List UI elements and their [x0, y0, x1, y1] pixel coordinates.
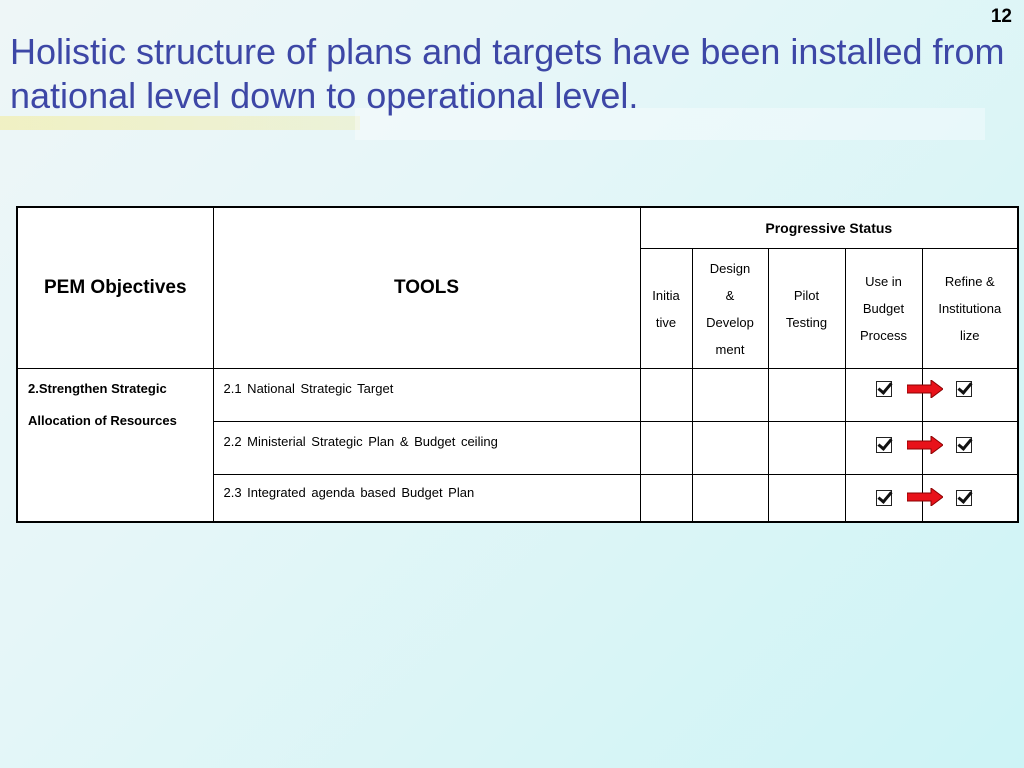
stage-line: tive: [655, 314, 677, 330]
tool-cell: 2.1 National Strategic Target: [213, 369, 640, 422]
objective-line: Allocation of Resources: [28, 413, 177, 428]
status-cell-design: [692, 422, 768, 475]
pem-objectives-header: PEM Objectives: [17, 207, 213, 369]
stage-use-in-budget: [845, 249, 922, 369]
checkbox-checked-icon: [956, 490, 972, 506]
checkbox-checked-icon: [876, 437, 892, 453]
stage-design-development: [692, 249, 768, 369]
stage-line: Institutiona: [938, 301, 1002, 316]
pem-status-table: [16, 206, 1019, 523]
stage-initiative: [640, 249, 692, 369]
stage-line: &: [725, 287, 735, 303]
status-cell-initiative: [640, 475, 692, 523]
page-number: 12: [990, 6, 1012, 27]
table-row: [17, 369, 1018, 422]
stage-line: Refine &: [944, 274, 995, 289]
progressive-status-header: Progressive Status: [640, 207, 1018, 249]
objective-line: 2.Strengthen Strategic: [28, 381, 167, 396]
stage-line: Budget: [862, 301, 905, 316]
tool-cell: 2.3 Integrated agenda based Budget Plan: [213, 475, 640, 523]
checkbox-checked-icon: [956, 437, 972, 453]
status-cell-use-in-budget: [845, 422, 922, 475]
status-cell-design: [692, 369, 768, 422]
stage-pilot-testing: [768, 249, 845, 369]
slide-title: Holistic structure of plans and targets have been installed from national level down to operational level.: [10, 31, 1005, 116]
status-cell-pilot: [768, 369, 845, 422]
stage-line: Design: [709, 260, 751, 276]
stage-line: Pilot: [793, 287, 820, 303]
stage-refine-institutionalize: [922, 249, 1018, 369]
status-cell-use-in-budget: [845, 369, 922, 422]
tool-cell: 2.2 Ministerial Strategic Plan & Budget ceiling: [213, 422, 640, 475]
stage-line: ment: [715, 341, 745, 357]
status-cell-refine: [922, 422, 1018, 475]
stage-line: lize: [960, 328, 980, 343]
status-cell-refine: [922, 369, 1018, 422]
status-cell-initiative: [640, 422, 692, 475]
stage-line: Develop: [706, 314, 754, 330]
status-cell-refine: [922, 475, 1018, 523]
checkbox-checked-icon: [876, 381, 892, 397]
status-cell-pilot: [768, 475, 845, 523]
status-cell-initiative: [640, 369, 692, 422]
checkbox-checked-icon: [876, 490, 892, 506]
checkbox-checked-icon: [956, 381, 972, 397]
tools-header: TOOLS: [213, 207, 640, 369]
stage-line: Process: [860, 328, 907, 343]
status-cell-pilot: [768, 422, 845, 475]
status-cell-design: [692, 475, 768, 523]
title-underline-band: [0, 116, 360, 130]
stage-line: Use in: [865, 274, 902, 289]
objective-cell: [17, 369, 213, 523]
stage-line: Initia: [652, 287, 680, 303]
stage-line: Testing: [785, 314, 828, 330]
status-cell-use-in-budget: [845, 475, 922, 523]
